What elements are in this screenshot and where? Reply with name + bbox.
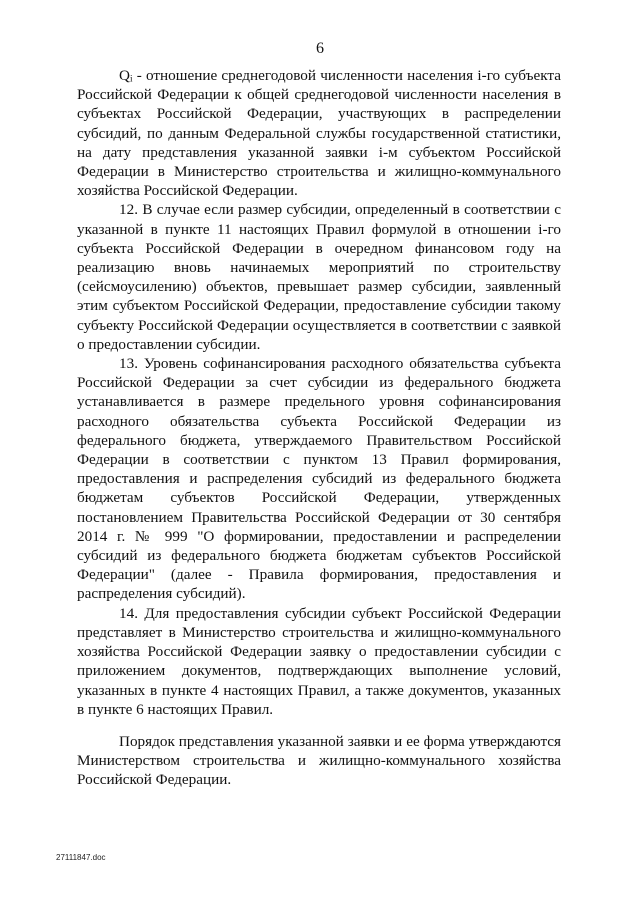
paragraph-13: 13. Уровень софинансирования расходного обязательства субъекта Российской Федерации за счет субсидии из федерального бюджета устанавливается в размере предельного уровня софинансирования расходного обязательства субъекта Российской Федерации из федерального бюджета, утверждаемого Правительством Российской Федерации в соответствии с пунктом 13 Правил формирования, предоставления и распределения субсидий из федерального бюджета бюджетам субъектов Российской Федерации, утвержденных постановлением Правительства Российской Федерации от 30 сентября 2014 г. № 999 "О формировании, предоставлении и распределении субсидий из федерального бюджета бюджетам субъектов Российской Федерации" (далее - Правила формирования, предоставления и распределения субсидий). [77,355,561,603]
paragraph-procedure: Порядок представления указанной заявки и ее форма утверждаются Министерством строительства и жилищно-коммунального хозяйства Российской Федерации. [77,732,561,789]
page-number: 6 [316,40,324,57]
document-body [77,66,561,790]
paragraph-12: 12. В случае если размер субсидии, определенный в соответствии с указанной в пункте 11 настоящих Правил формулой в отношении i-го субъекта Российской Федерации в очередном финансовом году на реализацию вновь начинаемых мероприятий по строительству (сейсмоусилению) объектов, превышает размер субсидии, заявленный этим субъектом Российской Федерации, предоставление субсидии такому субъекту Российской Федерации осуществляется в соответствии с заявкой о предоставлении субсидии. [77,201,561,353]
paragraph-14: 14. Для предоставления субсидии субъект Российской Федерации представляет в Министерство строительства и жилищно-коммунального хозяйства Российской Федерации заявку о предоставлении субсидии с приложением документов, подтверждающих выполнение условий, указанных в пункте 4 настоящих Правил, а также документов, указанных в пункте 6 настоящих Правил. [77,604,561,718]
paragraph-qi-definition: Qᵢ - отношение среднегодовой численности населения i-го субъекта Российской Федерации к общей среднегодовой численности населения в субъектах Российской Федерации, участвующих в распределении субсидий, по данным Федеральной службы государственной статистики, на дату представления указанной заявки i-м субъектом Российской Федерации в Министерство строительства и жилищно-коммунального хозяйства Российской Федерации. [77,67,561,200]
file-name-footer: 27111847.doc [56,853,106,862]
